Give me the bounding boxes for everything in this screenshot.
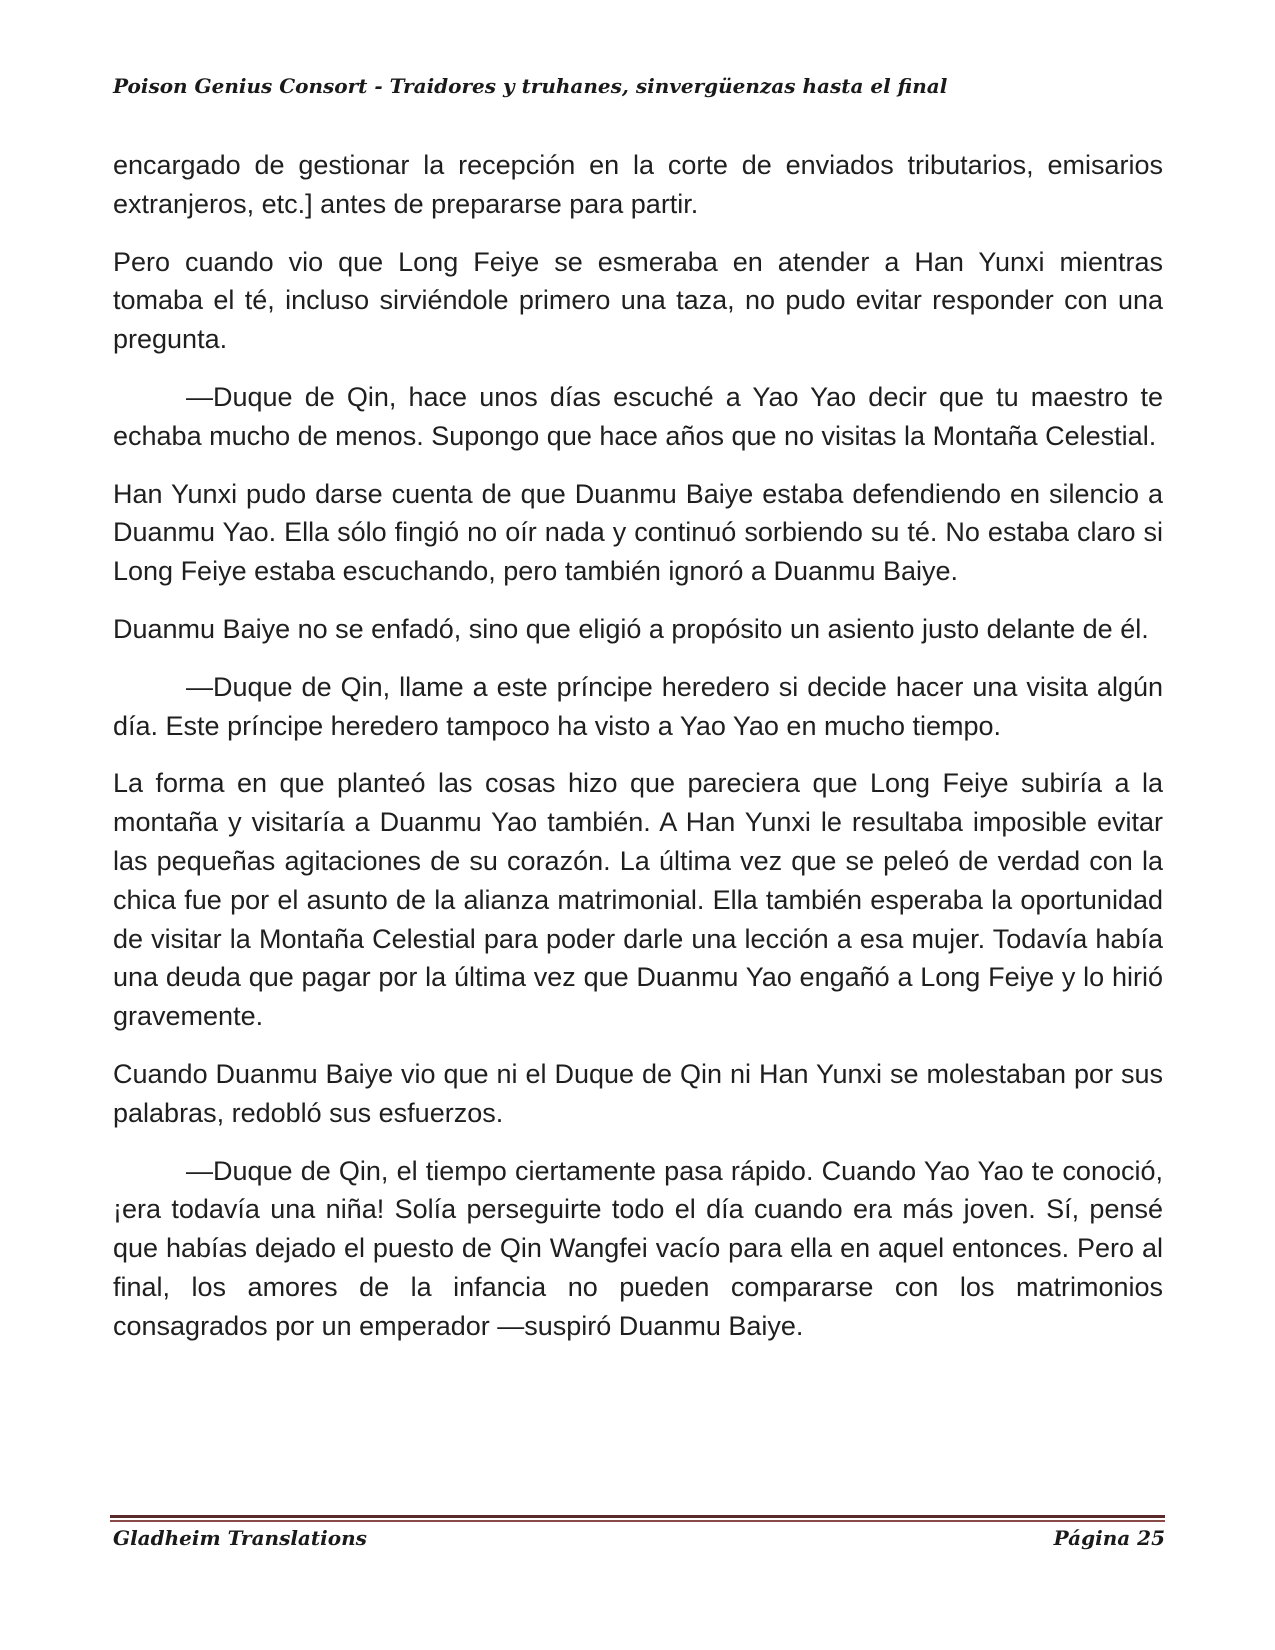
paragraph-6-dialogue: —Duque de Qin, llame a este príncipe heredero si decide hacer una visita algún día. Este príncipe heredero tampoco ha visto a Yao Yao en mucho tiempo. [113,671,1163,741]
footer-page-number: Página 25 [1053,1526,1165,1550]
paragraph-5: Duanmu Baiye no se enfadó, sino que eligió a propósito un asiento justo delante de él. [113,613,1149,644]
footer-publisher: Gladheim Translations [113,1526,367,1550]
body-text [113,146,1163,1365]
paragraph-3-dialogue: —Duque de Qin, hace unos días escuché a Yao Yao decir que tu maestro te echaba mucho de menos. Supongo que hace años que no visitas la Montaña Celestial. [113,381,1163,451]
page-header-title: Poison Genius Consort - Traidores y truhanes, sinvergüenzas hasta el final [113,74,948,98]
paragraph-4: Han Yunxi pudo darse cuenta de que Duanmu Baiye estaba defendiendo en silencio a Duanmu Yao. Ella sólo fingió no oír nada y continuó sorbiendo su té. No estaba claro si Long Feiye estaba escuchando, pero también ignoró a Duanmu Baiye. [113,478,1163,587]
footer-divider-thick [110,1515,1165,1518]
paragraph-1: encargado de gestionar la recepción en la corte de enviados tributarios, emisarios extranjeros, etc.] antes de prepararse para partir. [113,150,1163,219]
paragraph-7: La forma en que planteó las cosas hizo que pareciera que Long Feiye subiría a la montaña y visitaría a Duanmu Yao también. A Han Yunxi le resultaba imposible evitar las pequeñas agitaciones de su corazón. La última vez que se peleó de verdad con la chica fue por el asunto de la alianza matrimonial. Ella también esperaba la oportunidad de visitar la Montaña Celestial para poder darle una lección a esa mujer. Todavía había una deuda que pagar por la última vez que Duanmu Yao engañó a Long Feiye y lo hirió gravemente. [113,768,1163,1032]
paragraph-8: Cuando Duanmu Baiye vio que ni el Duque de Qin ni Han Yunxi se molestaban por sus palabras, redobló sus esfuerzos. [113,1058,1163,1128]
paragraph-9-dialogue: —Duque de Qin, el tiempo ciertamente pasa rápido. Cuando Yao Yao te conoció, ¡era todavía una niña! Solía perseguirte todo el día cuando era más joven. Sí, pensé que habías dejado el puesto de Qin Wangfei vacío para ella en aquel entonces. Pero al final, los amores de la infancia no pueden compararse con los matrimonios consagrados por un emperador —suspiró Duanmu Baiye. [113,1155,1163,1341]
footer-divider-thin [110,1520,1165,1522]
paragraph-2: Pero cuando vio que Long Feiye se esmeraba en atender a Han Yunxi mientras tomaba el té, incluso sirviéndole primero una taza, no pudo evitar responder con una pregunta. [113,246,1163,355]
